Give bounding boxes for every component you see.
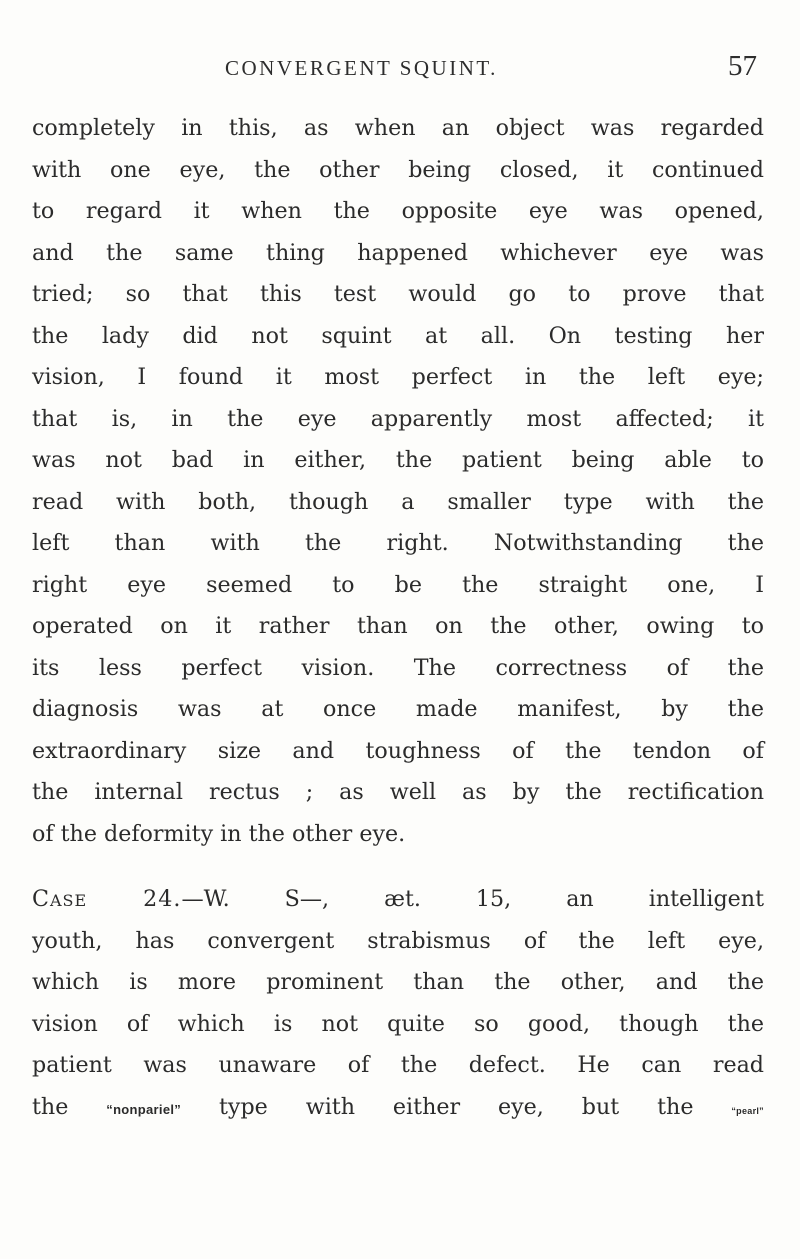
paragraph-1 <box>32 108 764 855</box>
page-number: 57 <box>728 50 757 82</box>
text-line: the lady did not squint at all. On testing her <box>32 322 764 349</box>
text-line <box>32 879 764 921</box>
running-head <box>0 50 800 90</box>
text-line: with one eye, the other being closed, it continued <box>32 156 764 183</box>
text-line: left than with the right. Notwithstanding the <box>32 530 764 556</box>
text-line: vision of which is not quite so good, though the <box>32 1010 764 1037</box>
paragraph-2 <box>32 879 764 1128</box>
text-fragment: type with either eye, but the <box>181 1093 732 1120</box>
text-line: its less perfect vision. The correctness of the <box>32 654 764 681</box>
running-title: CONVERGENT SQUINT. <box>225 56 498 80</box>
text-line: of the deformity in the other eye. <box>32 820 406 847</box>
text-line <box>32 1087 764 1129</box>
case-intro: —W. S—, æt. 15, an intelligent <box>181 886 764 912</box>
text-line: right eye seemed to be the straight one, I <box>32 571 764 598</box>
text-line: was not bad in either, the patient being able to <box>32 447 764 473</box>
case-label: Case 24. <box>32 886 182 912</box>
text-line: tried; so that this test would go to prove that <box>32 281 764 307</box>
text-line: youth, has convergent strabismus of the left eye, <box>32 927 764 954</box>
body-text <box>32 108 764 1128</box>
text-line: and the same thing happened whichever eye was <box>32 239 764 266</box>
text-line: vision, I found it most perfect in the left eye; <box>32 364 764 390</box>
text-line: to regard it when the opposite eye was opened, <box>32 198 764 224</box>
text-line: operated on it rather than on the other, owing to <box>32 613 764 639</box>
text-line: read with both, though a smaller type with the <box>32 488 764 515</box>
nonpareil-type-sample: “nonpariel” <box>106 1101 182 1117</box>
text-line: extraordinary size and toughness of the tendon of <box>32 737 764 764</box>
text-line: completely in this, as when an object was regarded <box>32 115 764 141</box>
text-fragment: the <box>32 1093 107 1120</box>
text-line: the internal rectus ; as well as by the rectification <box>32 779 764 805</box>
paragraph-gap <box>32 855 764 879</box>
text-line: diagnosis was at once made manifest, by the <box>32 696 764 722</box>
text-line: patient was unaware of the defect. He can read <box>32 1052 764 1078</box>
pearl-type-sample: “pearl” <box>731 1105 764 1116</box>
text-line: which is more prominent than the other, and the <box>32 969 764 995</box>
text-line: that is, in the eye apparently most affected; it <box>32 405 764 432</box>
